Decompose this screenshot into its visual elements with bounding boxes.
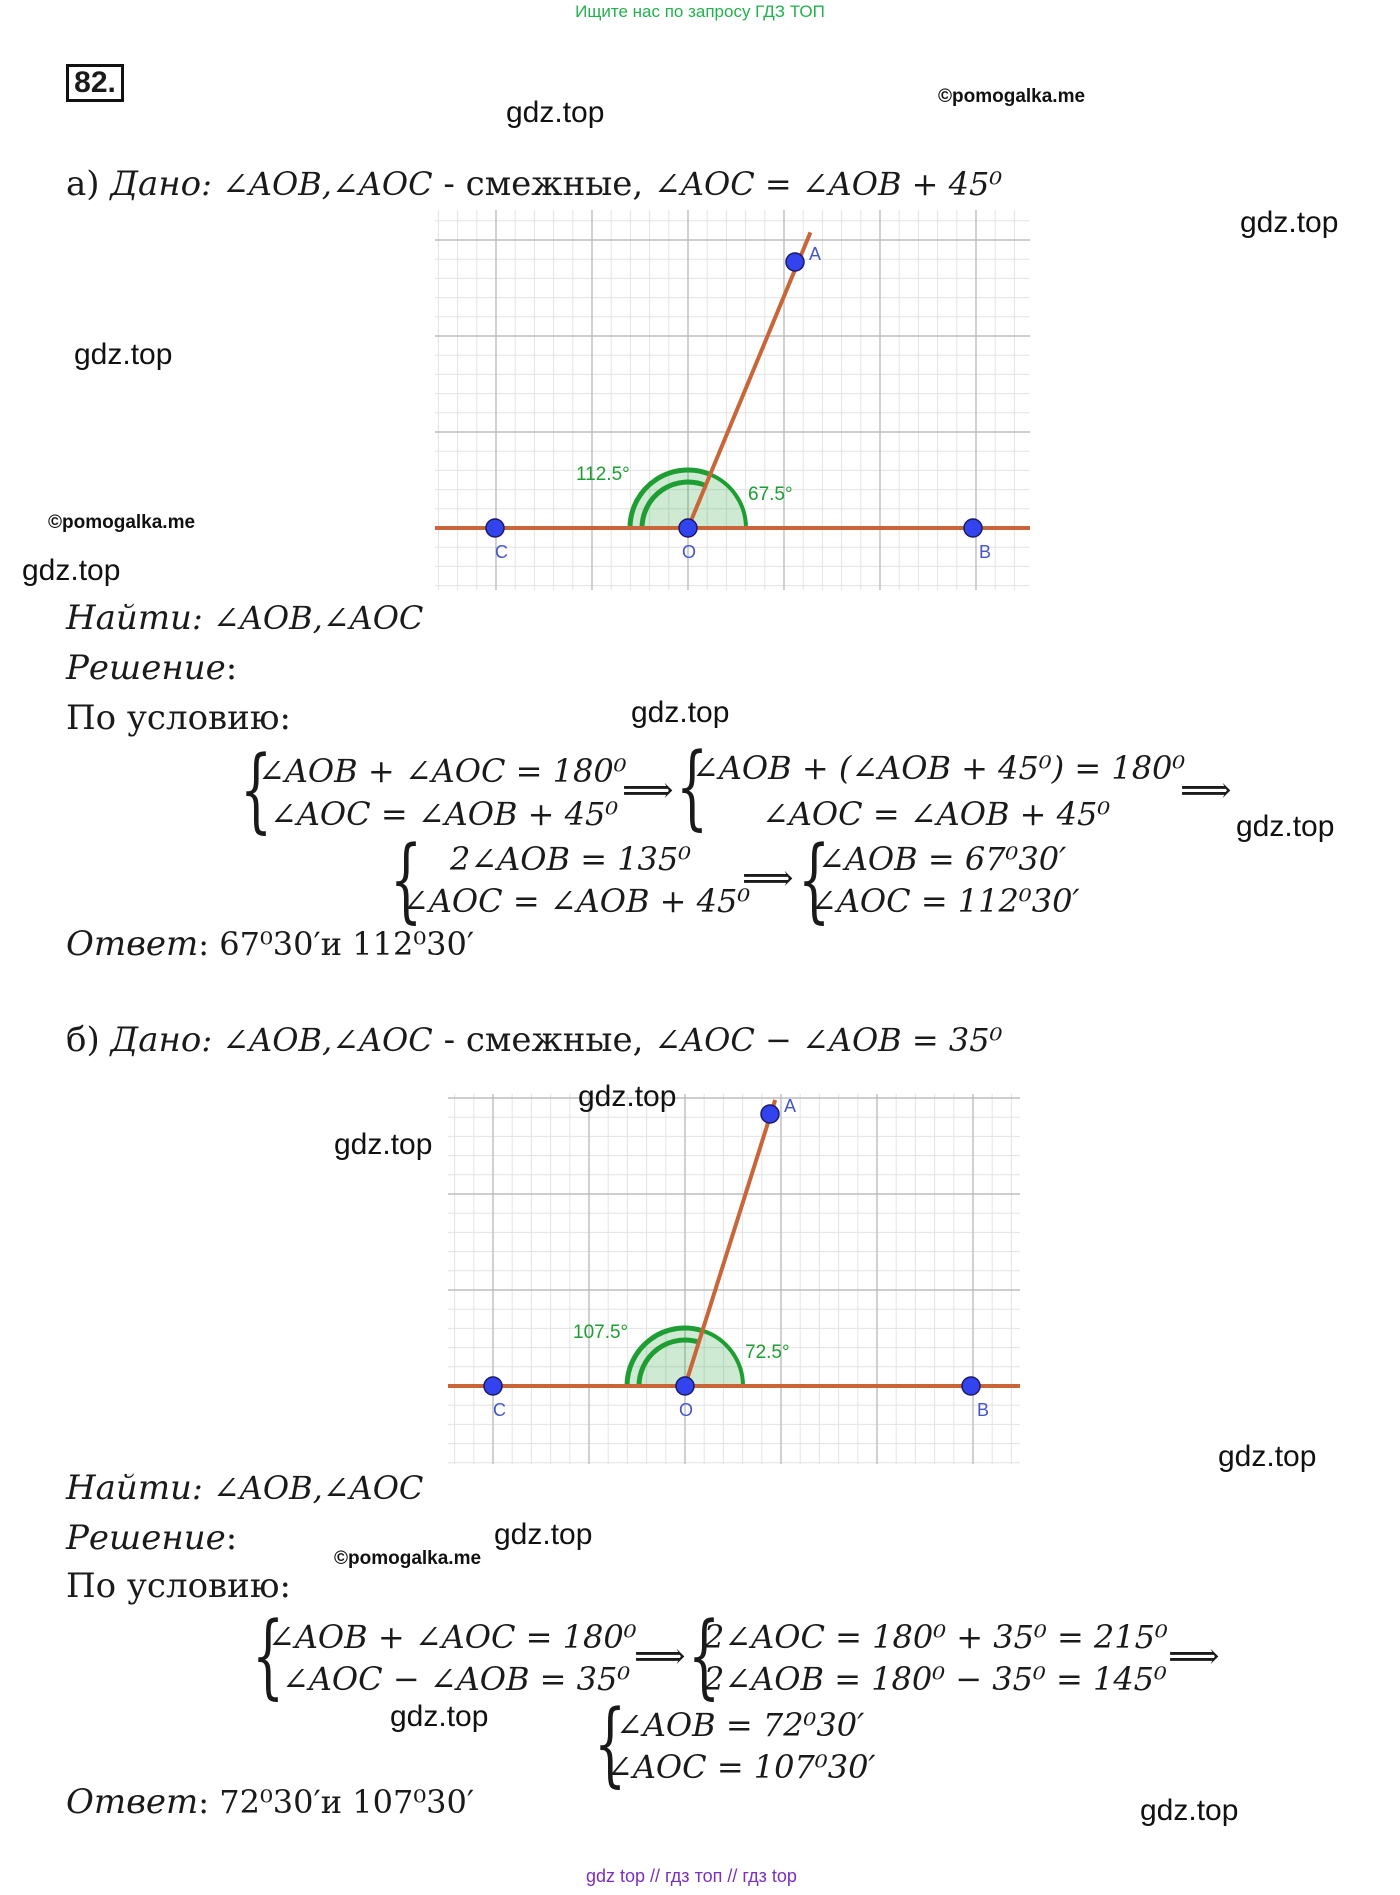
equation: ∠AOC = ∠AOB + 45⁰	[402, 882, 751, 920]
point-o	[679, 519, 697, 537]
point-a-label: A	[784, 1096, 797, 1116]
equation: ∠AOC − ∠AOB = 35⁰	[282, 1660, 631, 1698]
equation: 2∠AOC = 180⁰ + 35⁰ = 215⁰	[704, 1618, 1168, 1656]
watermark-gdz: gdz.top	[1218, 1440, 1317, 1473]
brace: {	[252, 1602, 285, 1709]
watermark-pomogalka: ©pomogalka.me	[334, 1548, 482, 1569]
point-c	[484, 1377, 502, 1395]
figure-part-a	[435, 210, 1030, 590]
part-a-find: Найти: ∠AOB,∠AOC	[66, 598, 424, 638]
angle-aoc-label: 112.5°	[576, 464, 630, 485]
watermark-gdz: gdz.top	[494, 1518, 593, 1551]
equation: ∠AOB + (∠AOB + 45⁰) = 180⁰	[692, 749, 1186, 787]
equation: ∠AOC = 112⁰30′	[810, 882, 1080, 920]
equation: ∠AOB + ∠AOC = 180⁰	[268, 1618, 637, 1656]
watermark-gdz: gdz.top	[631, 696, 730, 729]
point-a-label: A	[809, 244, 822, 264]
part-b-answer: Ответ: 72⁰30′и 107⁰30′	[66, 1782, 475, 1822]
brace: {	[594, 1690, 627, 1797]
point-o-label: O	[682, 542, 697, 562]
part-b-given: б) Дано: ∠AOB,∠AOC - смежные, ∠AOC − ∠AOB = 35⁰	[66, 1020, 1003, 1060]
part-b-solution: Решение:	[66, 1518, 238, 1558]
watermark-pomogalka: ©pomogalka.me	[48, 512, 196, 533]
point-b	[964, 519, 982, 537]
point-c-label: C	[493, 1400, 506, 1420]
equation: ∠AOB = 67⁰30′	[818, 840, 1067, 878]
point-b	[962, 1377, 980, 1395]
point-b-label: B	[977, 1400, 990, 1420]
watermark-gdz: gdz.top	[1240, 206, 1339, 239]
equation: ∠AOC = ∠AOB + 45⁰	[270, 795, 619, 833]
equation: 2∠AOB = 180⁰ − 35⁰ = 145⁰	[704, 1660, 1167, 1698]
point-a	[761, 1105, 779, 1123]
equation: ∠AOB = 72⁰30′	[616, 1706, 865, 1744]
implies-arrow: ⟹	[1168, 1636, 1220, 1677]
point-c-label: C	[495, 542, 508, 562]
watermark-gdz: gdz.top	[74, 338, 173, 371]
watermark-gdz: gdz.top	[1140, 1794, 1239, 1827]
watermark-gdz: gdz.top	[578, 1080, 677, 1113]
point-o	[676, 1377, 694, 1395]
watermark-gdz: gdz.top	[1236, 810, 1335, 843]
implies-arrow: ⟹	[742, 858, 794, 899]
grid	[448, 1094, 1020, 1464]
part-b-by-condition: По условию:	[66, 1566, 291, 1606]
watermark-pomogalka: ©pomogalka.me	[938, 86, 1086, 107]
point-b-label: B	[979, 542, 992, 562]
grid	[435, 210, 1030, 590]
part-a-answer: Ответ: 67⁰30′и 112⁰30′	[66, 924, 475, 964]
brace: {	[240, 736, 273, 843]
equation: ∠AOB + ∠AOC = 180⁰	[258, 752, 627, 790]
part-b-find: Найти: ∠AOB,∠AOC	[66, 1468, 424, 1508]
watermark-gdz: gdz.top	[22, 554, 121, 587]
footer-links: gdz top // гдз топ // гдз top	[586, 1866, 797, 1886]
part-a-solution: Решение:	[66, 648, 238, 688]
implies-arrow: ⟹	[622, 770, 674, 811]
watermark-gdz: gdz.top	[506, 96, 605, 129]
implies-arrow: ⟹	[1180, 770, 1232, 811]
equation: ∠AOC = 107⁰30′	[606, 1748, 876, 1786]
part-a-by-condition: По условию:	[66, 698, 291, 738]
angle-aob-label: 72.5°	[745, 1342, 790, 1363]
watermark-gdz: gdz.top	[334, 1128, 433, 1161]
part-a-given: а) Дано: ∠AOB,∠AOC - смежные, ∠AOC = ∠AOB + 45⁰	[66, 164, 1003, 204]
search-banner: Ищите нас по запросу ГДЗ ТОП	[575, 2, 825, 21]
angle-aoc-label: 107.5°	[573, 1322, 629, 1343]
watermark-gdz: gdz.top	[390, 1700, 489, 1733]
figure-part-b	[448, 1094, 1020, 1464]
point-c	[486, 519, 504, 537]
brace: {	[390, 826, 423, 933]
angle-aob-label: 67.5°	[748, 484, 793, 505]
point-o-label: O	[679, 1400, 694, 1420]
problem-number: 82.	[66, 64, 124, 102]
equation: 2∠AOB = 135⁰	[450, 840, 692, 878]
implies-arrow: ⟹	[634, 1636, 686, 1677]
brace: {	[676, 733, 709, 840]
point-a	[786, 253, 804, 271]
equation: ∠AOC = ∠AOB + 45⁰	[762, 795, 1111, 833]
brace: {	[688, 1602, 721, 1709]
brace: {	[798, 826, 831, 933]
